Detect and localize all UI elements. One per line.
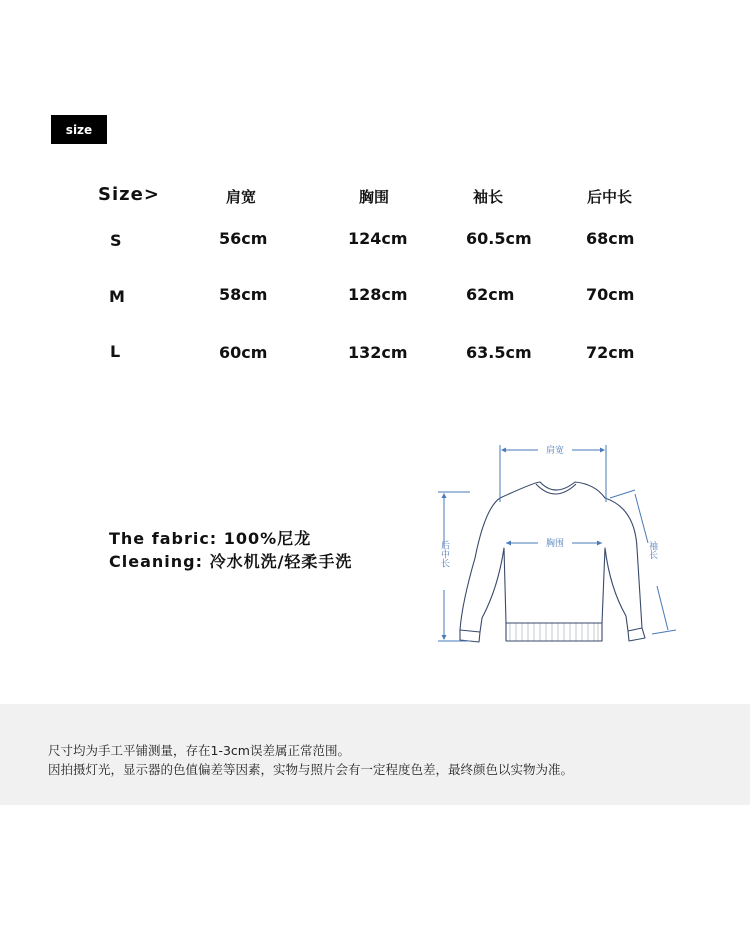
header-back-length: 后中长 [587,188,633,206]
table-cell: 56cm [219,229,268,248]
size-label: L [110,342,121,361]
table-cell: 60cm [219,343,268,362]
table-cell: 62cm [466,285,515,304]
fabric-info: The fabric: 100%尼龙 [109,529,312,548]
sweater-outline-icon [460,482,645,642]
chest-label: 胸围 [545,539,565,549]
sleeve-label: 袖长 [647,541,657,559]
table-cell: 70cm [586,285,635,304]
table-cell: 63.5cm [466,343,532,362]
measurement-note: 尺寸均为手工平铺测量，存在1-3cm误差属正常范围。 [48,743,350,758]
header-sleeve: 袖长 [473,188,504,206]
table-cell: 72cm [586,343,635,362]
header-shoulder: 肩宽 [226,188,257,206]
size-table-title: Size> [98,184,160,205]
footer-notes [0,704,750,805]
table-cell: 128cm [348,285,408,304]
cleaning-info: Cleaning: 冷水机洗/轻柔手洗 [109,552,353,571]
table-cell: 68cm [586,229,635,248]
back-length-label: 后中长 [439,540,449,568]
sweater-measurement-diagram [430,438,690,653]
size-tag: size [51,115,107,144]
table-cell: 124cm [348,229,408,248]
shoulder-label: 肩宽 [545,446,565,456]
color-note: 因拍摄灯光，显示器的色值偏差等因素，实物与照片会有一定程度色差，最终颜色以实物为准。 [48,762,574,777]
table-cell: 60.5cm [466,229,532,248]
header-chest: 胸围 [359,188,390,206]
table-cell: 132cm [348,343,408,362]
size-label: S [110,231,122,250]
table-cell: 58cm [219,285,268,304]
size-label: M [109,287,125,306]
arrow-icons [442,448,606,641]
